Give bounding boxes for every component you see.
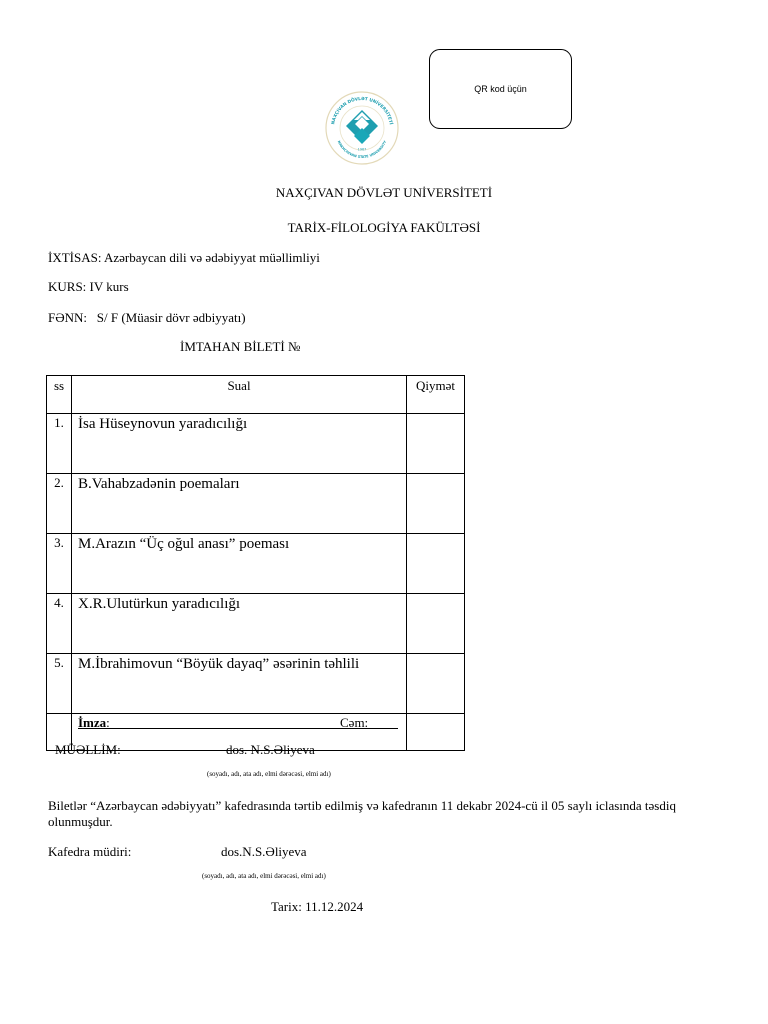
question-text: M.İbrahimovun “Böyük dayaq” əsərinin təhlili bbox=[78, 656, 360, 672]
question-text: İsa Hüseynovun yaradıcılığı bbox=[78, 416, 248, 432]
table-row bbox=[47, 414, 465, 474]
question-cell bbox=[72, 534, 407, 594]
university-logo bbox=[324, 90, 400, 166]
header-num: ss bbox=[47, 376, 72, 414]
course-line bbox=[48, 279, 129, 295]
subject-value: S/ F (Müasir dövr ədbiyyatı) bbox=[96, 310, 246, 325]
faculty-title: TARİX-FİLOLOGİYA FAKÜLTƏSİ bbox=[287, 220, 481, 235]
head-name: dos.N.S.Əliyeva bbox=[221, 844, 307, 859]
total-grade-cell bbox=[407, 714, 465, 751]
grade-cell bbox=[407, 534, 465, 594]
approval-text-line-1: Biletlər “Azərbaycan ədəbiyyatı” kafedrasında tərtib edilmiş və kafedranın 11 dekabr 2024-cü il 05 saylı iclasında təsdiq bbox=[48, 798, 676, 813]
grade-cell bbox=[407, 654, 465, 714]
course-value: IV kurs bbox=[89, 279, 129, 294]
question-cell bbox=[72, 654, 407, 714]
row-num: 5. bbox=[47, 654, 72, 714]
university-title: NAXÇIVAN DÖVLƏT UNİVERSİTETİ bbox=[275, 185, 493, 200]
grade-cell bbox=[407, 474, 465, 534]
logo-year: 1967 bbox=[357, 147, 367, 152]
qr-code-label: QR kod üçün bbox=[474, 84, 527, 94]
head-label: Kafedra müdiri: bbox=[48, 844, 132, 859]
approval-text-line-2: olunmuşdur. bbox=[48, 814, 113, 829]
question-text: M.Arazın “Üç oğul anası” poeması bbox=[78, 536, 290, 552]
signature-label: İmza bbox=[78, 715, 107, 730]
question-text: B.Vahabzadənin poemaları bbox=[78, 476, 240, 492]
table-row bbox=[47, 474, 465, 534]
row-num: 1. bbox=[47, 414, 72, 474]
header-grade: Qiymət bbox=[407, 376, 465, 414]
grade-cell bbox=[407, 594, 465, 654]
head-note: (soyadı, adı, ata adı, elmi dərəcəsi, elmi adı) bbox=[202, 872, 326, 880]
logo-top-text: NAXÇIVAN DÖVLƏT UNİVERSİTETİ bbox=[331, 96, 393, 125]
teacher-name: dos. N.S.Əliyeva bbox=[226, 742, 315, 757]
row-num: 2. bbox=[47, 474, 72, 534]
questions-table bbox=[46, 375, 465, 751]
qr-code-placeholder bbox=[429, 49, 572, 129]
exam-ticket-title: İMTAHAN BİLETİ № bbox=[180, 339, 301, 354]
subject-line bbox=[48, 310, 246, 326]
teacher-label: MÜƏLLİM: bbox=[55, 742, 121, 757]
signature-colon: : bbox=[106, 715, 110, 730]
date-line: Tarix: 11.12.2024 bbox=[271, 899, 364, 914]
row-num: 4. bbox=[47, 594, 72, 654]
table-header-row bbox=[47, 376, 465, 414]
signature-line bbox=[72, 714, 406, 731]
table-row bbox=[47, 534, 465, 594]
total-label: Cəm: bbox=[340, 715, 369, 730]
specialty-line bbox=[48, 250, 320, 266]
question-cell bbox=[72, 594, 407, 654]
specialty-label: İXTİSAS: bbox=[48, 250, 102, 265]
question-cell bbox=[72, 474, 407, 534]
grade-cell bbox=[407, 414, 465, 474]
logo-bottom-text: NAKHCHIVAN STATE UNIVERSITY bbox=[336, 140, 388, 160]
question-text: X.R.Ulutürkun yaradıcılığı bbox=[78, 596, 241, 612]
course-label: KURS: bbox=[48, 279, 87, 294]
question-cell bbox=[72, 414, 407, 474]
header-question: Sual bbox=[72, 376, 407, 414]
table-row bbox=[47, 594, 465, 654]
teacher-note: (soyadı, adı, ata adı, elmi dərəcəsi, elmi adı) bbox=[207, 770, 331, 778]
specialty-value: Azərbaycan dili və ədəbiyyat müəllimliyi bbox=[104, 250, 320, 265]
subject-label: FƏNN: bbox=[48, 310, 88, 325]
signature-underline bbox=[78, 728, 398, 729]
table-row bbox=[47, 654, 465, 714]
row-num: 3. bbox=[47, 534, 72, 594]
